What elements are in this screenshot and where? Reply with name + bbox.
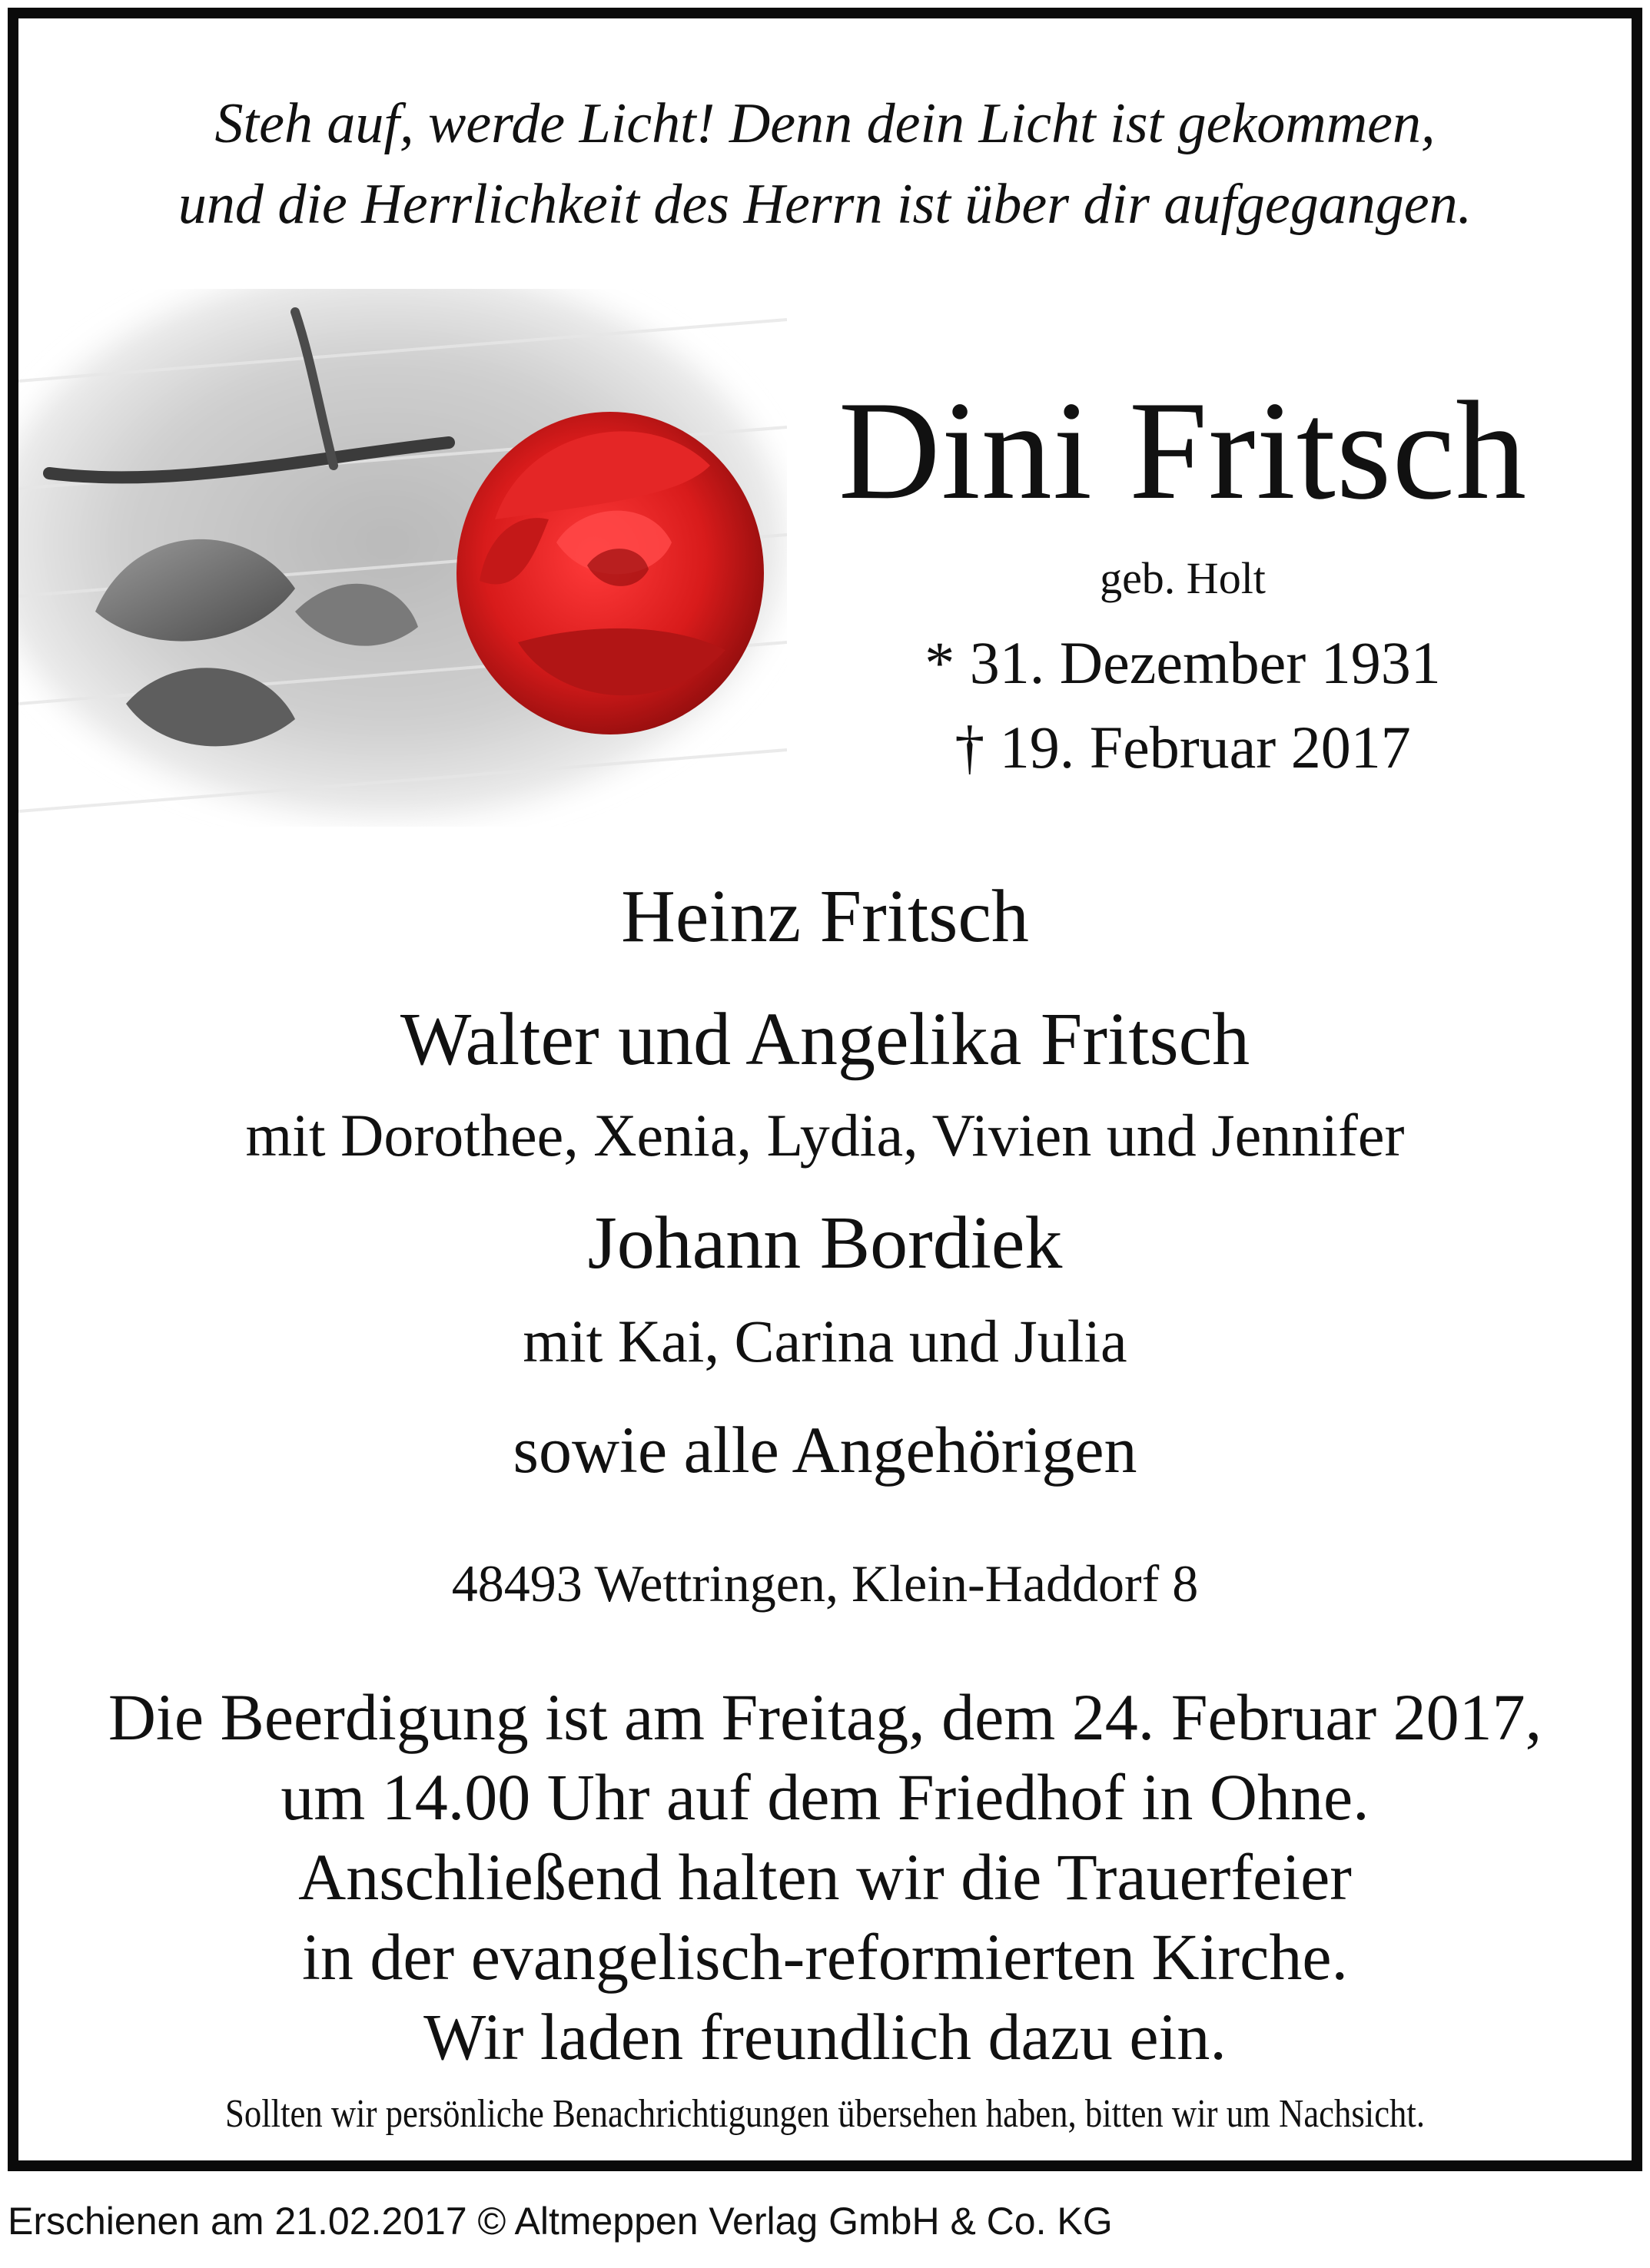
obituary-notice bbox=[8, 8, 1642, 2171]
death-date: † 19. Februar 2017 bbox=[954, 714, 1411, 781]
maiden-name: geb. Holt bbox=[1100, 553, 1266, 603]
apology-note: Sollten wir persönliche Benachrichtigungen übersehen haben, bitten wir um Nachsicht. bbox=[224, 2092, 1426, 2136]
funeral-info-line: in der evangelisch-reformierten Kirche. bbox=[301, 1920, 1348, 1994]
mourner-children: mit Dorothee, Xenia, Lydia, Vivien und Jennifer bbox=[245, 1102, 1405, 1169]
funeral-info-line: Wir laden freundlich dazu ein. bbox=[423, 2000, 1227, 2074]
deceased-name: Dini Fritsch bbox=[838, 372, 1528, 529]
bible-verse-line-1: Steh auf, werde Licht! Denn dein Licht ist gekommen, bbox=[214, 92, 1436, 155]
family-address: 48493 Wettringen, Klein-Haddorf 8 bbox=[451, 1554, 1199, 1613]
bible-verse-line-2: und die Herrlichkeit des Herrn ist über dir aufgegangen. bbox=[178, 173, 1472, 236]
publication-footer: Erschienen am 21.02.2017 © Altmeppen Verlag GmbH & Co. KG bbox=[8, 2200, 1113, 2243]
relatives-line: sowie alle Angehörigen bbox=[513, 1413, 1137, 1487]
red-rose-icon bbox=[18, 289, 787, 827]
funeral-info-line: Anschließend halten wir die Trauerfeier bbox=[298, 1840, 1352, 1914]
mourner-name: Johann Bordiek bbox=[587, 1202, 1063, 1285]
mourner-children: mit Kai, Carina und Julia bbox=[523, 1308, 1127, 1374]
funeral-info-line: Die Beerdigung ist am Freitag, dem 24. Februar 2017, bbox=[108, 1680, 1542, 1754]
birth-date: * 31. Dezember 1931 bbox=[925, 629, 1441, 696]
funeral-info-line: um 14.00 Uhr auf dem Friedhof in Ohne. bbox=[281, 1760, 1369, 1834]
mourner-name: Walter und Angelika Fritsch bbox=[400, 998, 1250, 1081]
mourner-name: Heinz Fritsch bbox=[621, 875, 1029, 958]
